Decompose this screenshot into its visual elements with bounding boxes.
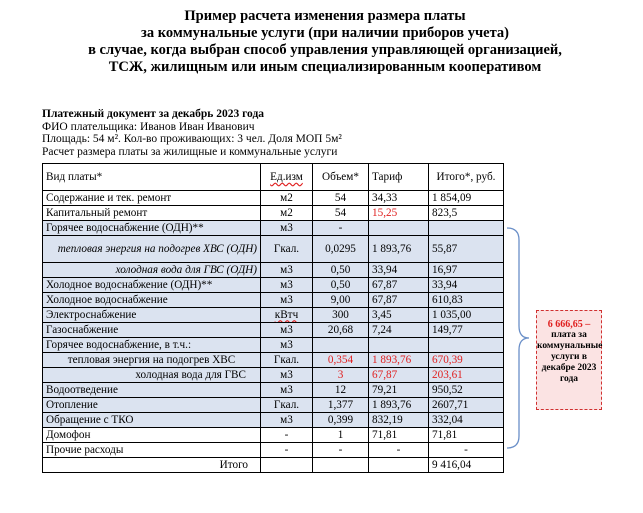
table-row [43, 368, 504, 383]
table-row [43, 278, 504, 293]
row-unit: м3 [261, 383, 313, 398]
row-unit-text: кВтч [274, 308, 299, 321]
row-volume: - [313, 443, 369, 458]
row-tariff: 832,19 [369, 413, 429, 428]
document-title: Платежный документ за декабрь 2023 года [42, 108, 265, 120]
row-label: Домофон [43, 428, 261, 443]
title-line-1: Пример расчета изменения размера платы [184, 8, 466, 24]
curly-brace-icon [505, 226, 531, 450]
total-empty-cell [313, 458, 369, 473]
row-tariff: 7,24 [369, 323, 429, 338]
total-empty-cell [261, 458, 313, 473]
row-unit: - [261, 443, 313, 458]
callout-amount: 6 666,65 – [547, 319, 591, 330]
header-cell [261, 164, 313, 191]
row-total: 16,97 [429, 263, 504, 278]
row-label: тепловая энергия на подогрев ХВС (ОДН) [43, 236, 261, 263]
table-row [43, 428, 504, 443]
apartment-info: Площадь: 54 м². Кол-во проживающих: 3 чел. Доля МОП 5м² [42, 133, 342, 146]
calc-caption: Расчет размера платы за жилищные и коммунальные услуги [42, 145, 338, 158]
row-tariff: 1 893,76 [369, 236, 429, 263]
row-volume: 0,399 [313, 413, 369, 428]
row-volume: 0,0295 [313, 236, 369, 263]
total-empty-cell [369, 458, 429, 473]
title-line-2: за коммунальные услуги (при наличии приборов учета) [141, 25, 509, 41]
row-label: Прочие расходы [43, 443, 261, 458]
total-row [43, 458, 504, 473]
summary-callout [536, 310, 602, 410]
row-label: Газоснабжение [43, 323, 261, 338]
table-header-row [43, 164, 504, 191]
row-total [429, 338, 504, 353]
row-total: 1 854,09 [429, 191, 504, 206]
row-unit: м3 [261, 413, 313, 428]
row-label: Обращение с ТКО [43, 413, 261, 428]
table-row [43, 293, 504, 308]
row-total [429, 221, 504, 236]
row-unit: Гкал. [261, 236, 313, 263]
row-tariff: 33,94 [369, 263, 429, 278]
row-total: 950,52 [429, 383, 504, 398]
table-row [43, 398, 504, 413]
row-label: холодная вода для ГВС (ОДН) [43, 263, 261, 278]
row-tariff: 1 893,76 [369, 398, 429, 413]
row-unit: Гкал. [261, 398, 313, 413]
row-tariff: 15,25 [369, 206, 429, 221]
row-unit: м3 [261, 338, 313, 353]
row-label: Отопление [43, 398, 261, 413]
table-row [43, 221, 504, 236]
row-unit: Гкал. [261, 353, 313, 368]
header-cell: Объем* [313, 164, 369, 191]
row-label: Холодное водоснабжение [43, 293, 261, 308]
row-tariff: 67,87 [369, 293, 429, 308]
row-tariff: 67,87 [369, 368, 429, 383]
row-volume: 1 [313, 428, 369, 443]
header-cell: Вид платы* [43, 164, 261, 191]
row-unit: м2 [261, 206, 313, 221]
row-label: тепловая энергия на подогрев ХВС [43, 353, 261, 368]
callout-text: плата за коммунальные услуги в декабре 2023 года [537, 330, 603, 384]
row-total: 33,94 [429, 278, 504, 293]
document-meta [42, 108, 342, 158]
title-line-3: в случае, когда выбран способ управления управляющей организацией, [88, 42, 562, 58]
row-unit: м3 [261, 278, 313, 293]
row-unit: м3 [261, 263, 313, 278]
table-row [43, 323, 504, 338]
row-label: Капитальный ремонт [43, 206, 261, 221]
total-label: Итого [43, 458, 261, 473]
row-volume: 54 [313, 206, 369, 221]
row-unit [261, 308, 313, 323]
billing-table [42, 163, 504, 473]
payer-name: ФИО плательщика: Иванов Иван Иванович [42, 120, 255, 133]
row-tariff: 1 893,76 [369, 353, 429, 368]
row-volume: 12 [313, 383, 369, 398]
table-row [43, 353, 504, 368]
title-line-4: ТСЖ, жилищным или иным специализированным кооперативом [108, 59, 542, 75]
row-total: 1 035,00 [429, 308, 504, 323]
row-label: Водоотведение [43, 383, 261, 398]
row-label: Холодное водоснабжение (ОДН)** [43, 278, 261, 293]
row-label: Горячее водоснабжение, в т.ч.: [43, 338, 261, 353]
row-volume: 300 [313, 308, 369, 323]
row-total: 71,81 [429, 428, 504, 443]
row-total: 2607,71 [429, 398, 504, 413]
row-tariff [369, 221, 429, 236]
row-label: Содержание и тек. ремонт [43, 191, 261, 206]
total-value: 9 416,04 [429, 458, 504, 473]
row-volume: 20,68 [313, 323, 369, 338]
row-unit: м3 [261, 323, 313, 338]
row-unit: м3 [261, 293, 313, 308]
row-tariff [369, 338, 429, 353]
row-volume: - [313, 221, 369, 236]
row-tariff: 71,81 [369, 428, 429, 443]
row-total: - [429, 443, 504, 458]
row-total: 149,77 [429, 323, 504, 338]
row-volume: 0,50 [313, 263, 369, 278]
table-row [43, 206, 504, 221]
table-row [43, 308, 504, 323]
header-cell: Тариф [369, 164, 429, 191]
row-volume: 9,00 [313, 293, 369, 308]
row-unit: м2 [261, 191, 313, 206]
row-total: 55,87 [429, 236, 504, 263]
row-label: Горячее водоснабжение (ОДН)** [43, 221, 261, 236]
row-unit: - [261, 428, 313, 443]
table-row [43, 443, 504, 458]
row-total: 203,61 [429, 368, 504, 383]
row-tariff: 79,21 [369, 383, 429, 398]
row-volume: 0,354 [313, 353, 369, 368]
table-row [43, 383, 504, 398]
row-volume: 3 [313, 368, 369, 383]
row-label: Электроснабжение [43, 308, 261, 323]
table-row [43, 191, 504, 206]
table-row [43, 236, 504, 263]
header-unit-label: Ед.изм [270, 171, 303, 183]
table-row [43, 263, 504, 278]
row-label: холодная вода для ГВС [43, 368, 261, 383]
row-total: 610,83 [429, 293, 504, 308]
table-row [43, 338, 504, 353]
row-volume [313, 338, 369, 353]
header-cell: Итого*, руб. [429, 164, 504, 191]
row-tariff: 3,45 [369, 308, 429, 323]
row-total: 332,04 [429, 413, 504, 428]
row-unit: м3 [261, 368, 313, 383]
row-total: 823,5 [429, 206, 504, 221]
row-unit: м3 [261, 221, 313, 236]
row-tariff: 67,87 [369, 278, 429, 293]
row-volume: 0,50 [313, 278, 369, 293]
row-volume: 1,377 [313, 398, 369, 413]
row-tariff: 34,33 [369, 191, 429, 206]
row-volume: 54 [313, 191, 369, 206]
row-total: 670,39 [429, 353, 504, 368]
row-tariff: - [369, 443, 429, 458]
page-title [30, 8, 620, 76]
table-row [43, 413, 504, 428]
